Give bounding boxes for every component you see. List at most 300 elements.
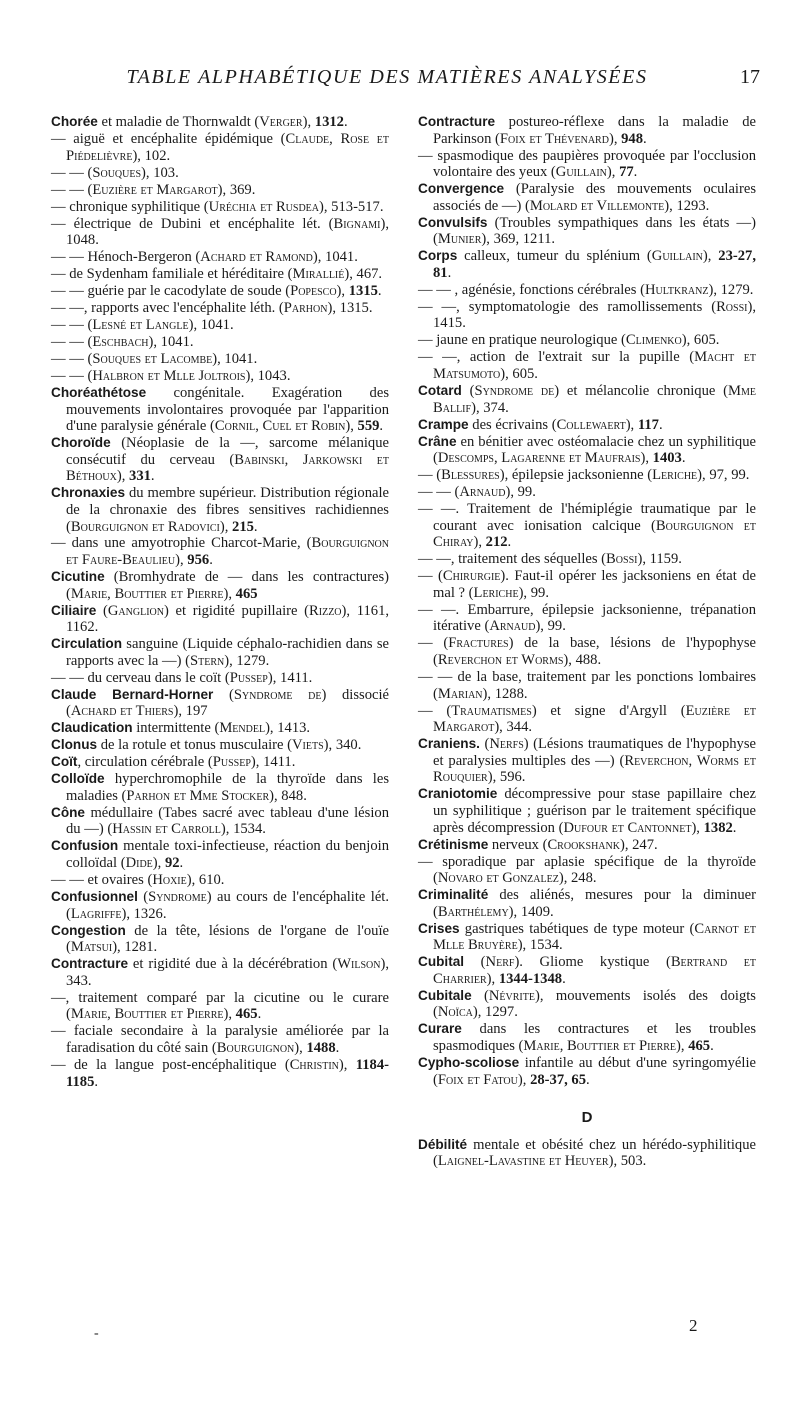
entry-text: — — ( — [51, 351, 93, 367]
entry-text: — — du cerveau dans le coït ( — [51, 669, 230, 686]
entry-page-ref: 23-27, 81 — [433, 248, 756, 281]
entry-text: ), 513-517. — [319, 198, 384, 215]
entry-text: — jaune en pratique neurologique ( — [418, 332, 626, 349]
entry-text: ), 369, 1211. — [481, 231, 556, 248]
entry-text: ). Gliome kystique ( — [514, 954, 671, 971]
entry-text: ), 467. — [344, 266, 383, 283]
entry-text: ), — [223, 1006, 236, 1023]
entry-text: ), 1411. — [267, 669, 313, 686]
index-entry — [51, 131, 389, 164]
index-entry — [418, 887, 756, 920]
index-entry — [51, 990, 389, 1023]
entry-text: ( — [96, 602, 108, 619]
entry-text: . — [379, 418, 384, 435]
entry-text: ( — [479, 736, 490, 753]
entry-text: , circulation cérébrale ( — [77, 754, 213, 771]
entry-authors: Popesco — [290, 283, 337, 300]
entry-authors: Achard et Ramond — [200, 249, 313, 266]
index-entry — [418, 1021, 756, 1054]
entry-text: — — ( — [51, 317, 93, 334]
entry-text: ), — [116, 468, 130, 485]
entry-text: . — [150, 468, 155, 485]
entry-authors: Macht et Matsumoto — [433, 349, 756, 383]
entry-page-ref: 1315 — [348, 283, 378, 300]
entry-headword: Craniotomie — [418, 786, 498, 802]
entry-text: ), 1159. — [637, 551, 682, 568]
entry-headword: Circulation — [51, 636, 122, 652]
index-entry — [51, 771, 389, 804]
entry-authors: Parhon et Mme Stocker — [126, 787, 270, 804]
entry-authors: Collewaert — [556, 416, 626, 433]
entry-text: de la rotule et tonus musculaire ( — [97, 737, 293, 754]
index-entry — [51, 216, 389, 249]
entry-text: — — , agénésie, fonctions cérébrales ( — [418, 281, 645, 298]
entry-text: ), 369. — [217, 181, 256, 198]
entry-text: — ( — [418, 635, 449, 652]
entry-headword: Crâne — [418, 433, 457, 449]
entry-headword: Confusion — [51, 838, 119, 854]
index-entry — [51, 300, 389, 317]
index-entry — [418, 114, 756, 147]
entry-headword: Clonus — [51, 737, 98, 753]
entry-text: (Troubles sympathiques dans les états —) ( — [433, 214, 756, 248]
entry-page-ref: 1488 — [306, 1039, 336, 1056]
entry-authors: Verger — [259, 114, 303, 130]
entry-text: ) au cours de l'encéphalite lét. ( — [66, 889, 389, 922]
entry-authors: Munier — [437, 231, 482, 248]
entry-text: — —, traitement des séquelles ( — [418, 551, 607, 568]
entry-authors: Euzière et Margarot — [433, 702, 757, 736]
entry-authors: Guillain — [651, 248, 703, 265]
entry-headword: Ciliaire — [51, 602, 97, 618]
entry-text: ), 99. — [505, 484, 536, 501]
entry-text: ), 488. — [563, 652, 602, 669]
entry-headword: Contracture — [51, 956, 129, 972]
entry-text: ), 374. — [471, 399, 509, 416]
entry-authors: Achard et Thiers — [70, 703, 174, 720]
entry-authors: Névrite — [488, 987, 535, 1004]
entry-authors: Barthélemy — [437, 903, 509, 920]
entry-text: —, traitement comparé par la cicutine ou le curare ( — [51, 989, 389, 1023]
index-entry — [418, 434, 756, 467]
entry-text: ) et mélancolie chronique ( — [554, 383, 729, 400]
entry-text: ), — [175, 552, 188, 569]
page-header — [52, 66, 762, 98]
entry-text: ), 102. — [132, 147, 171, 164]
entry-authors: Stern — [190, 652, 225, 669]
index-entry — [418, 635, 756, 668]
entry-text: ), 1161, 1162. — [66, 602, 390, 636]
entry-text: — — ( — [51, 181, 93, 198]
entry-page-ref: 465 — [235, 585, 258, 602]
entry-authors: Bignami — [333, 215, 381, 232]
index-entry — [51, 317, 389, 334]
index-entry — [51, 1057, 389, 1090]
entry-authors: Hultkranz — [644, 281, 709, 298]
entry-headword: Crétinisme — [418, 836, 489, 852]
entry-text: — —, rapports avec l'encéphalite léth. ( — [51, 300, 284, 317]
entry-headword: Cône — [51, 804, 85, 820]
entry-text: — dans une amyotrophie Charcot-Marie, ( — [51, 535, 312, 552]
index-entry — [51, 334, 389, 351]
entry-text: ), 343. — [66, 956, 389, 989]
entry-page-ref: 465 — [688, 1037, 711, 1054]
entry-text: ), 1048. — [66, 215, 389, 249]
index-entry — [51, 603, 389, 636]
entry-text: ), — [691, 819, 704, 836]
entry-page-ref: 92 — [164, 855, 180, 872]
entry-text: — —, action de l'extrait sur la pupille ( — [418, 349, 695, 366]
entry-authors: Novaro et Gonzalez — [437, 870, 559, 887]
entry-authors: Pussep — [212, 754, 251, 771]
entry-text: ), 1041. — [312, 249, 358, 266]
entry-authors: Reverchon, Worms et Rouquier — [433, 752, 756, 786]
entry-authors: Laignel-Lavastine et Heuyer — [437, 1153, 609, 1170]
entry-authors: Bourguignon et Radovici — [70, 518, 220, 535]
entry-text: ( — [461, 383, 475, 400]
entry-text: ), 103. — [141, 164, 179, 181]
entry-text: hyperchromophile de la thyroïde dans les maladies ( — [66, 771, 389, 804]
index-entry — [418, 148, 756, 181]
index-entry — [418, 988, 756, 1021]
entry-page-ref: 331 — [129, 468, 151, 485]
entry-text: ), — [676, 1037, 689, 1054]
index-entry — [51, 266, 389, 283]
entry-authors: Uréchia et Rusdea — [208, 198, 320, 215]
index-entry — [418, 551, 756, 568]
entry-page-ref: 1184-1185 — [66, 1056, 389, 1090]
entry-text: en bénitier avec ostéomalacie chez un syphilitique ( — [433, 433, 756, 467]
left-column — [51, 114, 389, 1091]
index-entry — [51, 182, 389, 199]
entry-text: . — [209, 552, 213, 569]
entry-authors: Rossi — [716, 298, 748, 315]
entry-headword: Crises — [418, 920, 460, 936]
index-entry — [418, 703, 756, 736]
entry-headword: Congestion — [51, 922, 126, 938]
entry-authors: Bertrand et Charrier — [433, 954, 756, 987]
index-entry — [51, 923, 389, 956]
index-entry — [51, 535, 389, 568]
entry-text: et maladie de Thornwaldt ( — [97, 114, 260, 130]
entry-authors: Rizzo — [309, 602, 342, 619]
index-entry — [418, 181, 756, 214]
entry-text: ) de la base, lésions de l'hypophyse ( — [433, 635, 756, 669]
page-number: 17 — [740, 66, 760, 88]
index-entry — [418, 484, 756, 501]
entry-text: — — Hénoch-Bergeron ( — [51, 249, 201, 266]
entry-text: ), 1326. — [121, 905, 167, 922]
entry-text: — — et ovaires ( — [51, 872, 153, 889]
entry-headword: Cicutine — [51, 569, 105, 585]
entry-headword: Convulsifs — [418, 214, 488, 230]
entry-text: ), 1288. — [482, 685, 528, 702]
entry-text: ( — [471, 987, 489, 1004]
index-entry — [418, 299, 756, 332]
index-entry — [418, 349, 756, 382]
entry-authors: Bourguignon — [216, 1039, 295, 1056]
index-entry — [51, 165, 389, 182]
entry-headword: Cubitale — [418, 987, 472, 1003]
entry-headword: Contracture — [418, 114, 496, 129]
entry-authors: Marie, Bouttier et Pierre — [70, 1006, 224, 1023]
entry-authors: Carnot et Mlle Bruyère — [433, 920, 756, 954]
folio-number: 2 — [689, 1316, 698, 1335]
entry-text: ), 248. — [558, 870, 597, 887]
entry-authors: Fractures — [448, 635, 509, 652]
entry-headword: Criminalité — [418, 887, 489, 903]
entry-authors: Leriche — [652, 467, 698, 484]
entry-text: . — [179, 855, 184, 872]
entry-text: calleux, tumeur du splénium ( — [457, 248, 652, 265]
entry-headword: Chronaxies — [51, 485, 126, 501]
entry-text: . — [335, 1039, 340, 1056]
entry-headword: Chorée — [51, 114, 98, 129]
entry-text: ), 197 — [173, 703, 208, 720]
entry-authors: Bourguignon et Chiray — [433, 517, 756, 551]
entry-text: — faciale secondaire à la paralysie améliorée par la faradisation du côté sain ( — [51, 1023, 389, 1056]
entry-text: médullaire (Tabes sacré avec tableau d'une lésion du —) ( — [66, 804, 389, 838]
index-entry — [418, 282, 756, 299]
entry-authors: Guillain — [555, 164, 607, 181]
entry-authors: Hassin et Carroll — [112, 821, 221, 838]
entry-authors: Cornil, Cuel et Robin — [214, 418, 346, 435]
entry-authors: Ganglion — [107, 602, 164, 619]
entry-text: (Néoplasie de la —, sarcome mélanique consécutif du cerveau ( — [66, 435, 389, 468]
entry-text: . — [94, 1073, 99, 1090]
entry-page-ref: 956 — [187, 552, 210, 569]
index-entry — [418, 501, 756, 551]
entry-text: — — ( — [51, 367, 93, 384]
entry-text: ), — [294, 1039, 307, 1056]
entry-text: (Bromhydrate de — dans les contractures) ( — [66, 569, 389, 602]
index-entry — [51, 838, 389, 871]
index-entry — [418, 383, 756, 416]
index-entry — [51, 754, 389, 771]
entry-text: ), épilepsie jacksonienne ( — [499, 467, 653, 484]
entry-authors: Hoxie — [152, 872, 187, 889]
entry-text: ), — [625, 416, 638, 433]
entry-text: ), 503. — [608, 1153, 647, 1170]
index-entry — [51, 720, 389, 737]
index-entry — [51, 636, 389, 669]
entry-text: . — [253, 518, 258, 535]
entry-authors: Souques — [92, 164, 142, 181]
entry-text: ), — [606, 164, 620, 181]
entry-headword: Choréathétose — [51, 384, 147, 400]
entry-authors: Lagriffe — [70, 905, 122, 922]
index-entry — [418, 954, 756, 987]
entry-page-ref: 28-37, 65 — [530, 1071, 587, 1088]
index-entry — [418, 248, 756, 281]
index-entry — [51, 670, 389, 687]
entry-text: . — [658, 416, 663, 433]
entry-page-ref: 948 — [621, 130, 644, 147]
entry-authors: Nerf — [485, 954, 515, 971]
entry-text: congénitale. Exagération des mouvements involontaires provoquée par l'apparition d'une paralysie générale ( — [66, 384, 389, 435]
entry-text: du membre supérieur. Distribution régionale de la chronaxie des fibres sensitives rachidiennes ( — [66, 485, 389, 535]
entry-headword: Crampe — [418, 416, 469, 432]
index-entry — [418, 602, 756, 635]
entry-authors: Arnaud — [489, 618, 536, 635]
entry-text: sanguine (Liquide céphalo-rachidien dans se rapports avec la —) ( — [66, 636, 389, 669]
entry-text: . — [586, 1071, 590, 1088]
index-entry — [51, 485, 389, 535]
entry-authors: Pussep — [229, 669, 268, 686]
entry-headword: Corps — [418, 248, 458, 264]
entry-authors: Foix et Fatou — [437, 1071, 518, 1088]
entry-text: ), — [640, 450, 653, 467]
entry-authors: Parhon — [283, 300, 328, 317]
entry-authors: Foix et Thévenard — [499, 130, 609, 147]
entry-text: ( — [137, 889, 149, 906]
entry-text: ( — [464, 954, 486, 971]
entry-authors: Bourguignon et Faure-Beaulieu — [66, 535, 389, 569]
entry-text: des écrivains ( — [468, 416, 557, 433]
index-entry — [418, 417, 756, 434]
entry-text: ), — [345, 418, 358, 435]
entry-authors: Dide — [125, 855, 153, 872]
entry-text: ) et rigidité pupillaire ( — [163, 602, 310, 619]
entry-authors: Noïca — [437, 1004, 473, 1021]
entry-authors: Christin — [289, 1056, 339, 1073]
entry-text: intermittente ( — [132, 720, 220, 737]
entry-text: ), 1279. — [708, 281, 754, 298]
entry-text: — — guérie par le cacodylate de soude ( — [51, 283, 291, 300]
index-entry — [51, 569, 389, 602]
index-entry — [51, 385, 389, 435]
entry-text: ), 1281. — [112, 939, 158, 956]
index-entry — [51, 368, 389, 385]
entry-text: ) dissocié ( — [66, 686, 390, 720]
entry-page-ref: 559 — [357, 418, 380, 435]
entry-text: ), — [302, 114, 315, 130]
entry-text: dans les contractures et les troubles spasmodiques ( — [433, 1021, 756, 1054]
entry-text: — spasmodique des paupières provoquée par l'occlusion volontaire des yeux ( — [418, 147, 756, 181]
entry-text: ), 1409. — [508, 903, 554, 920]
entry-text: ), 97, 99. — [697, 467, 750, 484]
index-entry — [418, 736, 756, 786]
entry-headword: Choroïde — [51, 435, 111, 451]
entry-text: — aiguë et encéphalite épidémique ( — [51, 130, 286, 147]
entry-text: ), — [219, 518, 233, 535]
entry-authors: Marie, Bouttier et Pierre — [70, 585, 224, 602]
index-entry — [418, 669, 756, 702]
entry-headword: Confusionnel — [51, 889, 138, 905]
entry-headword: Convergence — [418, 181, 505, 197]
entry-text: — électrique de Dubini et encéphalite lét. ( — [51, 215, 334, 232]
entry-text: mentale et obésité chez un hérédo-syphilitique ( — [433, 1136, 756, 1170]
entry-text: ) (Lésions traumatiques de l'hypophyse et paralysies multiples des —) ( — [433, 736, 756, 769]
entry-headword: Cubital — [418, 954, 465, 970]
entry-text: ), 1415. — [433, 298, 756, 332]
entry-headword: Colloïde — [51, 771, 105, 787]
entry-authors: Marian — [437, 685, 483, 702]
entry-authors: Molard et Villemonte — [529, 197, 665, 214]
entry-text: — ( — [418, 702, 452, 719]
entry-text: — —. Traitement de l'hémiplégie traumatique par le courant avec ionisation calcique ( — [418, 501, 756, 534]
entry-text: ), 99. — [518, 584, 549, 601]
entry-authors: Climenko — [625, 332, 682, 349]
entry-page-ref: 1344-1348 — [498, 970, 563, 987]
entry-text: . — [681, 450, 686, 467]
index-entry — [51, 435, 389, 485]
index-entry — [418, 786, 756, 836]
entry-authors: Mendel — [219, 720, 266, 737]
entry-authors: Marie, Bouttier et Pierre — [523, 1037, 677, 1054]
entry-text: — — ( — [51, 334, 93, 351]
right-column — [418, 114, 756, 1170]
index-entry — [51, 687, 389, 720]
index-entry — [418, 467, 756, 484]
entry-page-ref: 1312 — [314, 114, 344, 130]
entry-text: ), 1413. — [265, 720, 311, 737]
entry-authors: Eschbach — [92, 334, 149, 351]
index-entry — [51, 956, 389, 989]
entry-text: — chronique syphilitique ( — [51, 198, 209, 215]
index-entry — [51, 805, 389, 838]
entry-text: ), 340. — [323, 737, 362, 754]
index-entry — [418, 921, 756, 954]
entry-text: (Paralysie des mouvements oculaires associés de —) ( — [433, 181, 756, 214]
entry-text: ), 1534. — [517, 937, 563, 954]
index-entry — [418, 215, 756, 248]
entry-text: ), 1293. — [664, 197, 710, 214]
entry-text: ), 610. — [186, 872, 225, 889]
entry-page-ref: 465 — [235, 1006, 258, 1023]
entry-text: de la tête, lésions de l'organe de l'ouïe ( — [66, 922, 389, 956]
entry-text: ), — [473, 534, 486, 551]
index-entry — [418, 568, 756, 601]
entry-text: ), — [702, 248, 719, 265]
entry-authors: Matsui — [70, 939, 113, 956]
entry-text: ), 99. — [535, 618, 566, 635]
entry-headword: Cotard — [418, 383, 462, 399]
entry-authors: Souques et Lacombe — [92, 351, 213, 367]
entry-text: ), — [223, 585, 236, 602]
entry-text: . — [643, 130, 647, 147]
entry-text: ) et signe d'Argyll ( — [531, 702, 686, 719]
entry-text: — —. Embarrure, épilepsie jacksonienne, trépanation itérative ( — [418, 601, 756, 635]
entry-headword: Curare — [418, 1021, 462, 1037]
entry-text: — —, symptomatologie des ramollissements ( — [418, 298, 717, 315]
entry-authors: Babinski, Jarkowski et Béthoux — [66, 451, 389, 485]
section-letter-d: D — [581, 1109, 593, 1127]
entry-text: . — [633, 164, 638, 181]
entry-text: ), 1411. — [250, 754, 296, 771]
entry-authors: Syndrome de — [233, 686, 322, 703]
entry-text: — de Sydenham familiale et héréditaire ( — [51, 266, 293, 283]
entry-page-ref: 215 — [232, 518, 254, 535]
entry-page-ref: 117 — [637, 416, 659, 433]
entry-text: — sporadique par aplasie spécifique de la thyroïde ( — [418, 853, 756, 887]
entry-text: ), 1041. — [148, 334, 194, 351]
entry-authors: Traumatismes — [451, 702, 532, 719]
entry-text: des aliénés, mesures pour la diminuer ( — [433, 887, 756, 920]
entry-text: . — [377, 283, 382, 300]
entry-authors: Arnaud — [459, 484, 506, 501]
entry-text: ), — [608, 130, 622, 147]
entry-text: ), 1315. — [327, 300, 373, 317]
entry-text: ), 605. — [681, 332, 720, 349]
entry-page-ref: 1403 — [652, 450, 682, 467]
entry-text: . — [507, 534, 512, 551]
entry-text: ), 848. — [269, 787, 307, 804]
entry-text: ), 1041. — [212, 351, 258, 367]
entry-text: — — de la base, traitement par les ponctions lombaires ( — [418, 669, 756, 702]
index-entry — [418, 332, 756, 349]
right-column-entries — [418, 114, 756, 1088]
